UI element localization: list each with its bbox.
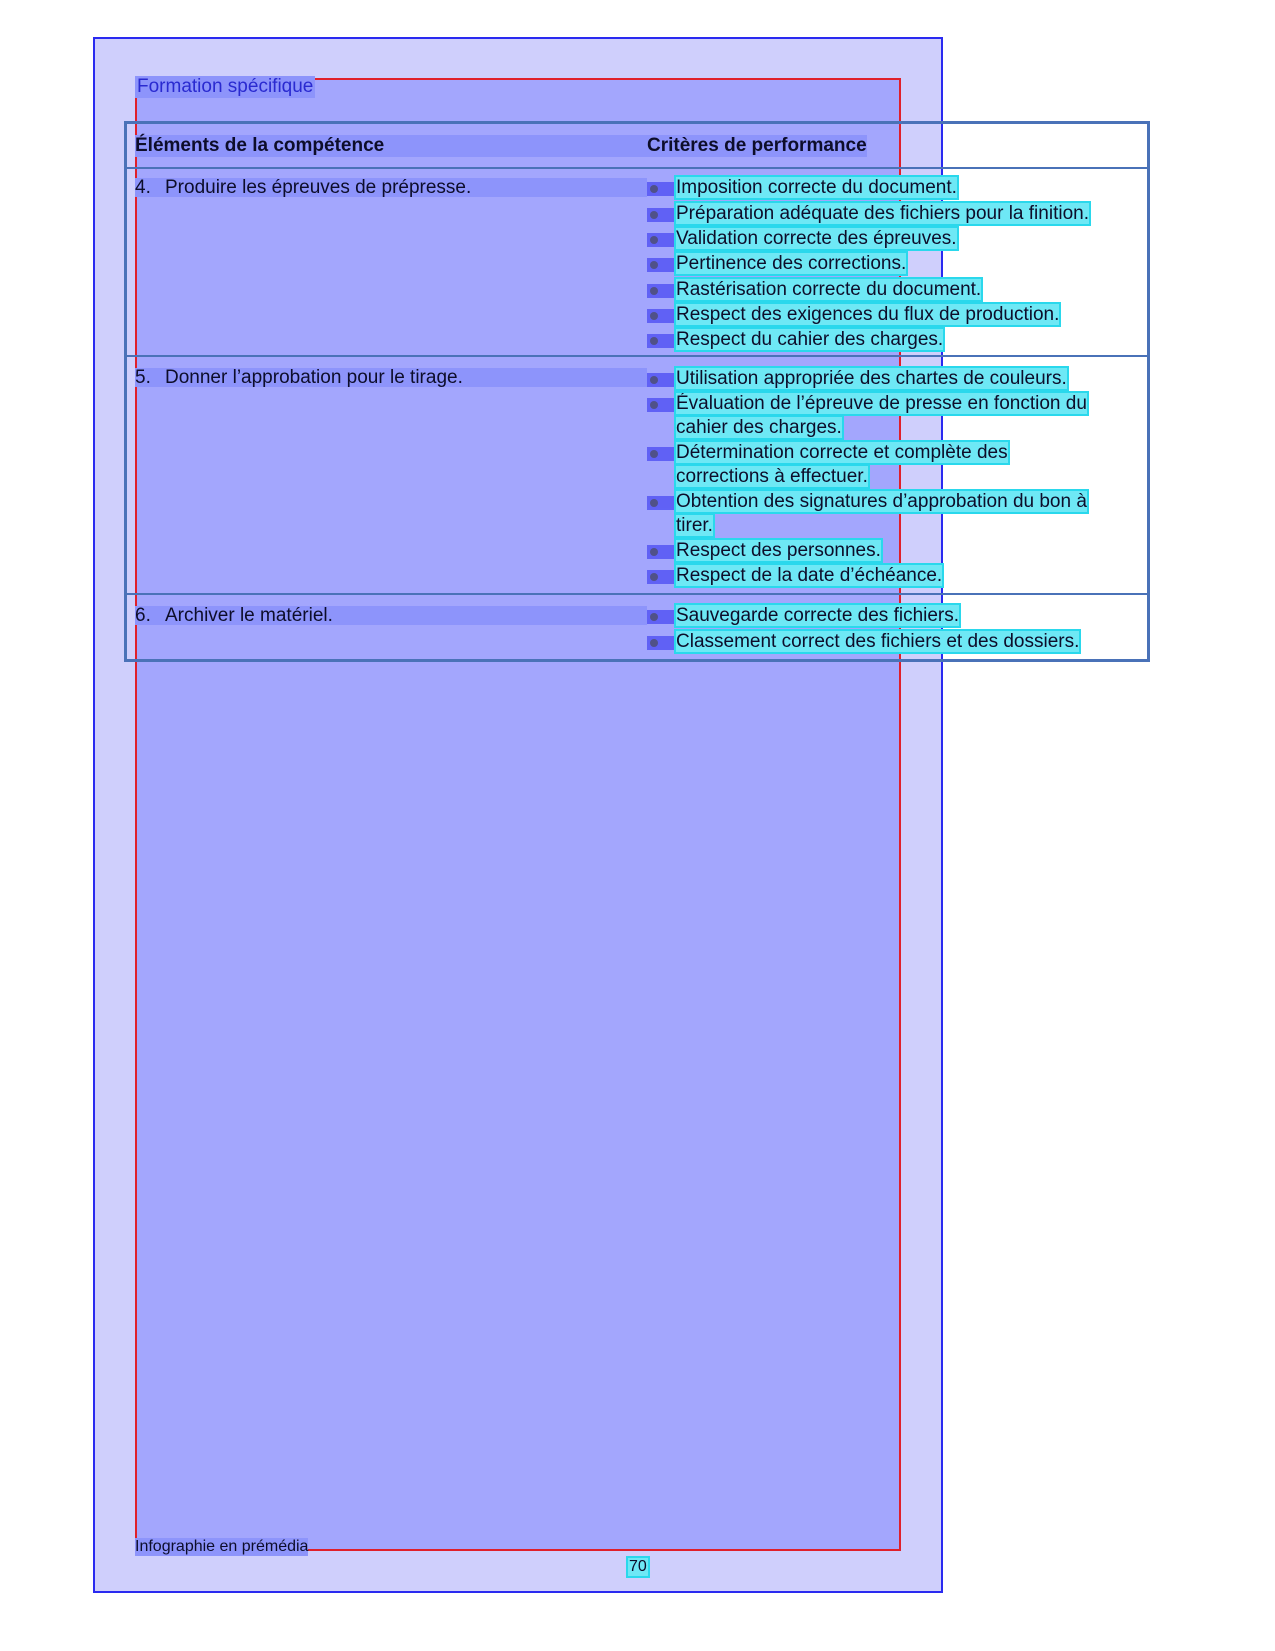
row-separator <box>124 355 1150 357</box>
element-number: 5. <box>135 367 151 388</box>
bullet-icon <box>647 182 675 196</box>
criterion-text: Détermination correcte et complète des <box>676 442 1008 463</box>
criterion-text: Classement correct des fichiers et des dossiers. <box>676 631 1080 652</box>
bullet-icon <box>647 398 675 412</box>
column-header-elements: Éléments de la compétence <box>135 135 647 157</box>
criterion-text: cahier des charges. <box>676 417 842 438</box>
criterion-text: Préparation adéquate des fichiers pour la finition. <box>676 203 1089 224</box>
footer-program: Infographie en prémédia <box>135 1538 309 1555</box>
criterion-text: corrections à effectuer. <box>676 466 868 487</box>
criterion-text: Rastérisation correcte du document. <box>676 279 982 300</box>
row-separator <box>124 593 1150 595</box>
bullet-icon <box>647 636 675 650</box>
column-header-criteria: Critères de performance <box>647 135 867 156</box>
bullet-icon <box>647 334 675 348</box>
criterion-text: Respect de la date d’échéance. <box>676 565 943 586</box>
criterion-text: Pertinence des corrections. <box>676 253 907 274</box>
criterion-text: Imposition correcte du document. <box>676 177 957 198</box>
criterion-text: Respect du cahier des charges. <box>676 329 944 350</box>
criterion-text: Sauvegarde correcte des fichiers. <box>676 605 960 626</box>
element-item <box>135 178 647 197</box>
element-text: Archiver le matériel. <box>165 605 333 626</box>
bullet-icon <box>647 496 675 510</box>
criterion-text: tirer. <box>676 515 713 536</box>
element-item <box>135 606 647 625</box>
element-item <box>135 368 647 387</box>
criterion-text: Utilisation appropriée des chartes de couleurs. <box>676 368 1067 389</box>
bullet-icon <box>647 373 675 387</box>
bullet-icon <box>647 447 675 461</box>
bullet-icon <box>647 545 675 559</box>
criterion-text: Respect des personnes. <box>676 540 881 561</box>
bullet-icon <box>647 233 675 247</box>
bullet-icon <box>647 284 675 298</box>
bullet-icon <box>647 610 675 624</box>
header-separator <box>124 167 1150 169</box>
element-number: 6. <box>135 605 151 626</box>
criterion-text: Obtention des signatures d’approbation du bon à <box>676 491 1087 512</box>
bullet-icon <box>647 258 675 272</box>
criterion-text: Respect des exigences du flux de production. <box>676 304 1060 325</box>
section-heading: Formation spécifique <box>137 76 314 97</box>
element-text: Produire les épreuves de prépresse. <box>165 177 472 198</box>
page-number: 70 <box>629 1558 647 1575</box>
element-number: 4. <box>135 177 151 198</box>
bullet-icon <box>647 309 675 323</box>
bullet-icon <box>647 208 675 222</box>
bullet-icon <box>647 570 675 584</box>
criterion-text: Évaluation de l’épreuve de presse en fonction du <box>676 393 1087 414</box>
criterion-text: Validation correcte des épreuves. <box>676 228 957 249</box>
element-text: Donner l’approbation pour le tirage. <box>165 367 463 388</box>
